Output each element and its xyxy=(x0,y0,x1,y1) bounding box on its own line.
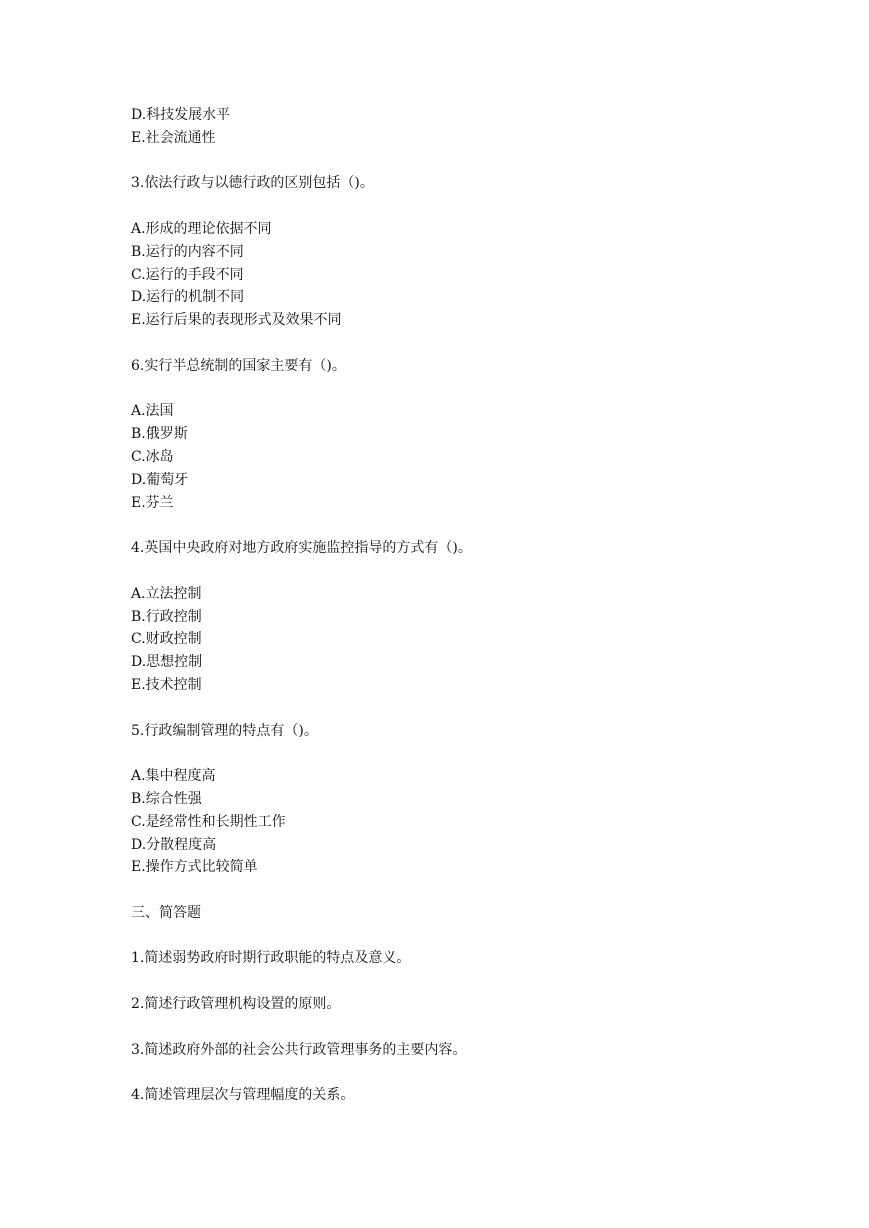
option-e: E.技术控制 xyxy=(131,676,202,693)
option-b: B.行政控制 xyxy=(131,608,202,625)
paragraph-gap xyxy=(131,332,831,355)
option-a: A.形成的理论依据不同 xyxy=(131,220,272,237)
option-a: A.集中程度高 xyxy=(131,768,216,785)
option-e: E.芬兰 xyxy=(131,494,174,511)
paragraph-gap xyxy=(131,514,831,537)
paragraph-gap xyxy=(131,697,831,720)
option-b: B.综合性强 xyxy=(131,790,202,807)
option-d: D.思想控制 xyxy=(131,654,203,671)
short-answer-question-1: 1.简述弱势政府时期行政职能的特点及意义。 xyxy=(131,950,411,967)
paragraph-gap xyxy=(131,1016,831,1039)
paragraph-gap xyxy=(131,150,831,173)
option-e: E.运行后果的表现形式及效果不同 xyxy=(131,312,342,329)
paragraph-gap xyxy=(131,925,831,948)
paragraph-gap xyxy=(131,742,831,765)
question-4: 4.英国中央政府对地方政府实施监控指导的方式有（)。 xyxy=(131,540,472,557)
section-heading: 三、简答题 xyxy=(131,904,201,921)
paragraph-gap xyxy=(131,1061,831,1084)
option-e: E.社会流通性 xyxy=(131,129,216,146)
option-d: D.葡萄牙 xyxy=(131,471,189,488)
paragraph-gap xyxy=(131,560,831,583)
paragraph-gap xyxy=(131,378,831,401)
option-b: B.俄罗斯 xyxy=(131,426,188,443)
paragraph-gap xyxy=(131,970,831,993)
option-d: D.科技发展水平 xyxy=(131,107,231,123)
option-d: D.分散程度高 xyxy=(131,836,217,853)
option-d: D.运行的机制不同 xyxy=(131,289,245,306)
short-answer-question-2: 2.简述行政管理机构设置的原则。 xyxy=(131,996,341,1013)
option-c: C.冰岛 xyxy=(131,448,174,465)
short-answer-question-3: 3.简述政府外部的社会公共行政管理事务的主要内容。 xyxy=(131,1041,467,1058)
document-body xyxy=(131,104,831,1107)
option-c: C.是经常性和长期性工作 xyxy=(131,813,286,830)
question-3: 3.依法行政与以德行政的区别包括（)。 xyxy=(131,175,374,192)
question-6: 6.实行半总统制的国家主要有（)。 xyxy=(131,357,346,374)
option-e: E.操作方式比较简单 xyxy=(131,859,258,876)
option-b: B.运行的内容不同 xyxy=(131,243,244,260)
paragraph-gap xyxy=(131,879,831,902)
option-a: A.法国 xyxy=(131,403,174,420)
option-c: C.运行的手段不同 xyxy=(131,266,244,283)
option-a: A.立法控制 xyxy=(131,585,202,602)
paragraph-gap xyxy=(131,195,831,218)
question-5: 5.行政编制管理的特点有（)。 xyxy=(131,722,318,739)
short-answer-question-4: 4.简述管理层次与管理幅度的关系。 xyxy=(131,1087,355,1104)
option-c: C.财政控制 xyxy=(131,631,202,648)
